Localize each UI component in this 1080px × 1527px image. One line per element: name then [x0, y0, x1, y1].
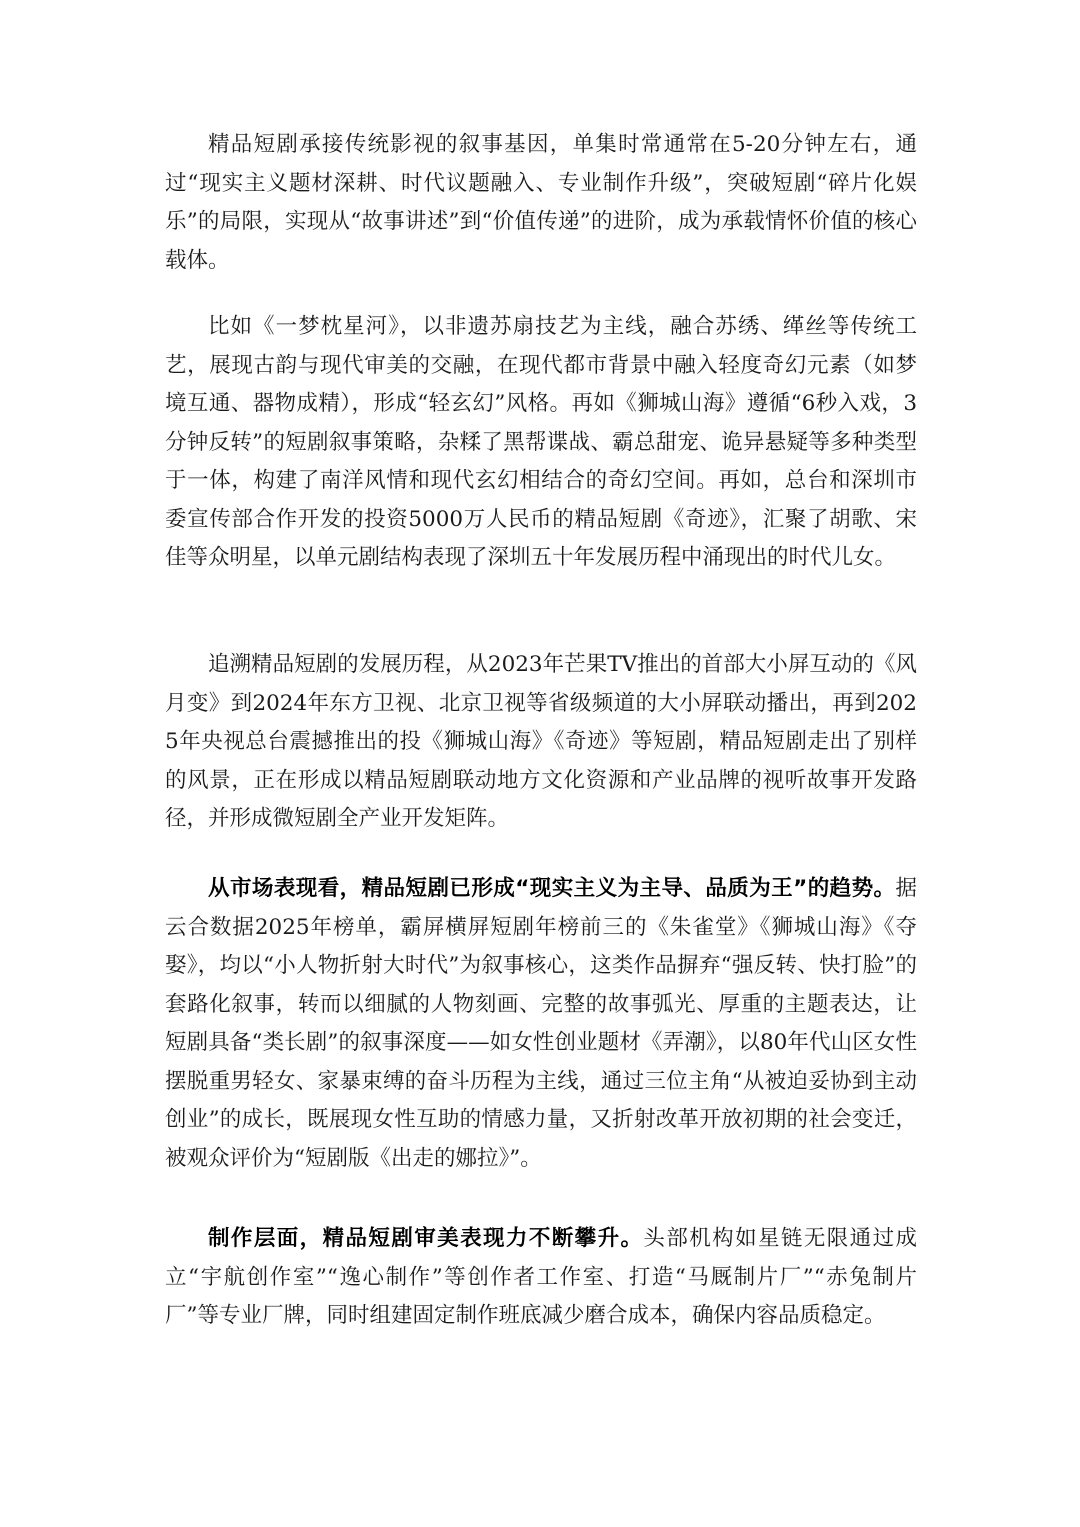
- paragraph-market: [165, 870, 917, 1178]
- paragraph-history: [165, 646, 917, 839]
- paragraph-intro: [165, 126, 917, 280]
- paragraph-body: 比如《一梦枕星河》，以非遗苏扇技艺为主线，融合苏绣、缂丝等传统工艺，展现古韵与现代审美的交融，在现代都市背景中融入轻度奇幻元素（如梦境互通、器物成精），形成“轻玄幻”风格。再如《狮城山海》遵循“6秒入戏，3分钟反转”的短剧叙事策略，杂糅了黑帮谍战、霸总甜宠、诡异悬疑等多种类型于一体，构建了南洋风情和现代玄幻相结合的奇幻空间。再如，总台和深圳市委宣传部合作开发的投资5000万人民币的精品短剧《奇迹》，汇聚了胡歌、宋佳等众明星，以单元剧结构表现了深圳五十年发展历程中涌现出的时代儿女。: [165, 314, 917, 570]
- paragraph-production: [165, 1220, 917, 1336]
- paragraph-lead-bold: 制作层面，精品短剧审美表现力不断攀升。: [208, 1226, 644, 1251]
- paragraph-examples: [165, 308, 917, 578]
- paragraph-body: 头部机构如星链无限通过成立“宇航创作室”“逸心制作”等创作者工作室、打造“马厩制片厂”“赤兔制片厂”等专业厂牌，同时组建固定制作班底减少磨合成本，确保内容品质稳定。: [165, 1226, 917, 1328]
- paragraph-body: 据云合数据2025年榜单，霸屏横屏短剧年榜前三的《朱雀堂》《狮城山海》《夺娶》，均以“小人物折射大时代”为叙事核心，这类作品摒弃“强反转、快打脸”的套路化叙事，转而以细腻的人物刻画、完整的故事弧光、厚重的主题表达，让短剧具备“类长剧”的叙事深度——如女性创业题材《弄潮》，以80年代山区女性摆脱重男轻女、家暴束缚的奋斗历程为主线，通过三位主角“从被迫妥协到主动创业”的成长，既展现女性互助的情感力量，又折射改革开放初期的社会变迁，被观众评价为“短剧版《出走的娜拉》”。: [165, 876, 917, 1171]
- paragraph-body: 追溯精品短剧的发展历程，从2023年芒果TV推出的首部大小屏互动的《风月变》到2024年东方卫视、北京卫视等省级频道的大小屏联动播出，再到2025年央视总台震撼推出的投《狮城山海》《奇迹》等短剧，精品短剧走出了别样的风景，正在形成以精品短剧联动地方文化资源和产业品牌的视听故事开发路径，并形成微短剧全产业开发矩阵。: [165, 652, 917, 831]
- paragraph-lead-bold: 从市场表现看，精品短剧已形成“现实主义为主导、品质为王”的趋势。: [208, 876, 896, 901]
- paragraph-body: 精品短剧承接传统影视的叙事基因，单集时常通常在5-20分钟左右，通过“现实主义题材深耕、时代议题融入、专业制作升级”，突破短剧“碎片化娱乐”的局限，实现从“故事讲述”到“价值传递”的进阶，成为承载情怀价值的核心载体。: [165, 132, 917, 273]
